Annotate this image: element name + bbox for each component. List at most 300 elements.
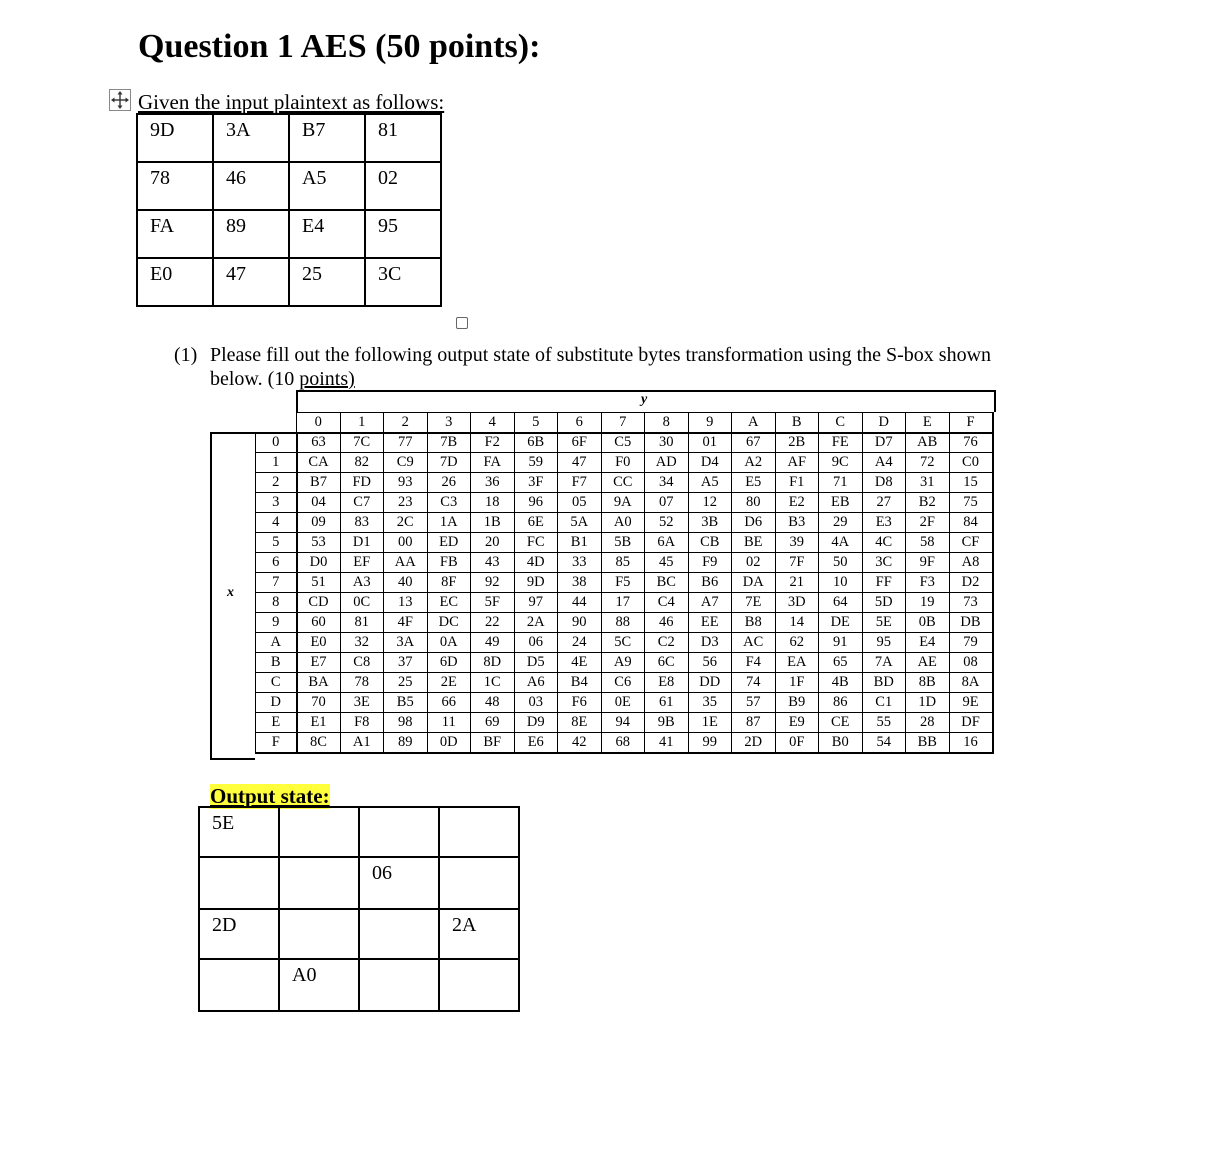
plaintext-cell[interactable]: 78: [137, 162, 213, 210]
sbox-cell: 9F: [906, 553, 950, 573]
sbox-cell: 5B: [601, 533, 645, 553]
sbox-cell: 4D: [514, 553, 558, 573]
table-row: [199, 857, 519, 909]
sbox-cell: 05: [558, 493, 602, 513]
sbox-cell: 9B: [645, 713, 689, 733]
sbox-cell: 4F: [384, 613, 428, 633]
sbox-cell: EC: [427, 593, 471, 613]
sbox-cell: FC: [514, 533, 558, 553]
sbox-cell: 3B: [688, 513, 732, 533]
sbox-cell: 3F: [514, 473, 558, 493]
sbox-cell: A1: [340, 733, 384, 753]
sbox-cell: B7: [297, 473, 341, 493]
sbox-cell: C7: [340, 493, 384, 513]
sbox-row-header: 1: [256, 453, 297, 473]
sbox-row-header: 3: [256, 493, 297, 513]
sbox-cell: 51: [297, 573, 341, 593]
sbox-cell: B2: [906, 493, 950, 513]
sbox-col-header: 7: [601, 413, 645, 433]
output-cell[interactable]: [439, 857, 519, 909]
sbox-cell: CE: [819, 713, 863, 733]
sbox-cell: EF: [340, 553, 384, 573]
sbox-row-header: 4: [256, 513, 297, 533]
sbox-cell: E8: [645, 673, 689, 693]
sbox-cell: D7: [862, 433, 906, 453]
sbox-col-header: 4: [471, 413, 515, 433]
output-cell[interactable]: [439, 959, 519, 1011]
sbox-row: [256, 553, 993, 573]
sbox-cell: C6: [601, 673, 645, 693]
table-move-handle-icon[interactable]: [109, 89, 131, 111]
sbox-cell: B5: [384, 693, 428, 713]
sbox-cell: 00: [384, 533, 428, 553]
table-row: [137, 114, 441, 162]
sbox-cell: 9D: [514, 573, 558, 593]
sbox-cell: DB: [949, 613, 993, 633]
sbox-cell: 8B: [906, 673, 950, 693]
sbox-cell: 2C: [384, 513, 428, 533]
sbox-cell: D5: [514, 653, 558, 673]
sbox-cell: F1: [775, 473, 819, 493]
plaintext-cell[interactable]: 95: [365, 210, 441, 258]
sbox-cell: 1C: [471, 673, 515, 693]
sbox-cell: B9: [775, 693, 819, 713]
sbox-row-header: 8: [256, 593, 297, 613]
sbox-cell: C8: [340, 653, 384, 673]
sbox-cell: CB: [688, 533, 732, 553]
sbox-cell: 57: [732, 693, 776, 713]
sbox-cell: 4B: [819, 673, 863, 693]
sbox-cell: F7: [558, 473, 602, 493]
sbox-cell: 63: [297, 433, 341, 453]
sbox-cell: D2: [949, 573, 993, 593]
sbox-cell: E0: [297, 633, 341, 653]
sbox-cell: 53: [297, 533, 341, 553]
plaintext-cell[interactable]: 47: [213, 258, 289, 306]
sbox-cell: 2D: [732, 733, 776, 753]
sbox-cell: 8A: [949, 673, 993, 693]
sbox-cell: AF: [775, 453, 819, 473]
sbox-row-header: 7: [256, 573, 297, 593]
question-points: points): [299, 368, 355, 390]
sbox-header-row: [256, 413, 993, 433]
sbox-cell: E1: [297, 713, 341, 733]
sbox-cell: DF: [949, 713, 993, 733]
sbox-cell: 94: [601, 713, 645, 733]
sbox-row-header: E: [256, 713, 297, 733]
sbox-cell: 24: [558, 633, 602, 653]
sbox-cell: 14: [775, 613, 819, 633]
sbox-cell: FA: [471, 453, 515, 473]
sbox-cell: CD: [297, 593, 341, 613]
sbox-cell: 1F: [775, 673, 819, 693]
sbox-cell: 0D: [427, 733, 471, 753]
sbox-cell: 47: [558, 453, 602, 473]
sbox-cell: 26: [427, 473, 471, 493]
sbox-row-header: A: [256, 633, 297, 653]
sbox-cell: 65: [819, 653, 863, 673]
plaintext-cell[interactable]: A5: [289, 162, 365, 210]
sbox-cell: FF: [862, 573, 906, 593]
sbox-col-header: 0: [297, 413, 341, 433]
sbox-cell: 60: [297, 613, 341, 633]
plaintext-table: [136, 113, 442, 307]
sbox-cell: 68: [601, 733, 645, 753]
sbox-cell: C0: [949, 453, 993, 473]
sbox-cell: 6B: [514, 433, 558, 453]
sbox-cell: 75: [949, 493, 993, 513]
sbox-cell: 16: [949, 733, 993, 753]
sbox-cell: 5F: [471, 593, 515, 613]
sbox-cell: 10: [819, 573, 863, 593]
sbox-cell: 6F: [558, 433, 602, 453]
sbox-cell: BB: [906, 733, 950, 753]
sbox-cell: 99: [688, 733, 732, 753]
sbox-cell: 56: [688, 653, 732, 673]
sbox-cell: 8D: [471, 653, 515, 673]
sbox-cell: 7E: [732, 593, 776, 613]
sbox-cell: 49: [471, 633, 515, 653]
intro-text: Given the input plaintext as follows:: [138, 90, 445, 114]
plaintext-cell[interactable]: 3A: [213, 114, 289, 162]
sbox-row: [256, 673, 993, 693]
sbox-cell: 89: [384, 733, 428, 753]
plaintext-cell[interactable]: E4: [289, 210, 365, 258]
sbox-cell: 20: [471, 533, 515, 553]
table-row: [199, 807, 519, 857]
sbox-cell: A3: [340, 573, 384, 593]
sbox-row: [256, 633, 993, 653]
sbox-cell: AA: [384, 553, 428, 573]
sbox-cell: 35: [688, 693, 732, 713]
sbox-cell: 8C: [297, 733, 341, 753]
sbox-cell: 77: [384, 433, 428, 453]
sbox-cell: 54: [862, 733, 906, 753]
sbox-cell: 78: [340, 673, 384, 693]
sbox-table: [255, 412, 994, 754]
sbox-cell: C2: [645, 633, 689, 653]
sbox-row: [256, 613, 993, 633]
sbox-cell: DD: [688, 673, 732, 693]
question-text-line2: [210, 367, 1054, 391]
sbox-cell: 7A: [862, 653, 906, 673]
sbox-cell: 80: [732, 493, 776, 513]
sbox-cell: 2B: [775, 433, 819, 453]
question-text-plain: below. (10: [210, 368, 300, 390]
sbox-cell: A9: [601, 653, 645, 673]
sbox-col-header: 1: [340, 413, 384, 433]
sbox-row-header: 6: [256, 553, 297, 573]
sbox-col-header: 9: [688, 413, 732, 433]
sbox-cell: 6C: [645, 653, 689, 673]
plaintext-cell[interactable]: 3C: [365, 258, 441, 306]
output-cell[interactable]: [279, 909, 359, 959]
sbox-cell: 71: [819, 473, 863, 493]
sbox-cell: 2F: [906, 513, 950, 533]
output-cell[interactable]: [279, 857, 359, 909]
sbox-cell: F4: [732, 653, 776, 673]
sbox-cell: 66: [427, 693, 471, 713]
output-cell[interactable]: [199, 857, 279, 909]
sbox-cell: 86: [819, 693, 863, 713]
sbox-cell: CA: [297, 453, 341, 473]
sbox-col-header: 5: [514, 413, 558, 433]
output-cell[interactable]: [199, 959, 279, 1011]
sbox-cell: E2: [775, 493, 819, 513]
sbox-cell: 5E: [862, 613, 906, 633]
sbox-cell: A6: [514, 673, 558, 693]
sbox-cell: 9A: [601, 493, 645, 513]
sbox-cell: 4E: [558, 653, 602, 673]
sbox-cell: 87: [732, 713, 776, 733]
sbox-cell: 6A: [645, 533, 689, 553]
plaintext-cell[interactable]: 25: [289, 258, 365, 306]
sbox-cell: 8E: [558, 713, 602, 733]
output-cell[interactable]: 06: [359, 857, 439, 909]
question-number: (1): [174, 344, 198, 366]
sbox-cell: 08: [949, 653, 993, 673]
sbox-cell: BF: [471, 733, 515, 753]
output-cell[interactable]: [359, 807, 439, 857]
sbox-col-header: 6: [558, 413, 602, 433]
sbox-cell: 7C: [340, 433, 384, 453]
table-row: [137, 162, 441, 210]
sbox-cell: 04: [297, 493, 341, 513]
sbox-cell: F9: [688, 553, 732, 573]
sbox-cell: 76: [949, 433, 993, 453]
sbox-cell: 1D: [906, 693, 950, 713]
plaintext-cell[interactable]: 02: [365, 162, 441, 210]
sbox-col-header: C: [819, 413, 863, 433]
sbox-cell: 83: [340, 513, 384, 533]
sbox-cell: C3: [427, 493, 471, 513]
output-cell[interactable]: 2D: [199, 909, 279, 959]
sbox-cell: 0E: [601, 693, 645, 713]
sbox-cell: 84: [949, 513, 993, 533]
sbox-row: [256, 453, 993, 473]
sbox-cell: 40: [384, 573, 428, 593]
sbox-cell: BE: [732, 533, 776, 553]
sbox-cell: 02: [732, 553, 776, 573]
output-cell[interactable]: [359, 909, 439, 959]
output-cell[interactable]: [359, 959, 439, 1011]
sbox-cell: 5D: [862, 593, 906, 613]
plaintext-cell[interactable]: B7: [289, 114, 365, 162]
sbox-cell: AC: [732, 633, 776, 653]
sbox-cell: 46: [645, 613, 689, 633]
sbox-cell: 72: [906, 453, 950, 473]
sbox-cell: BD: [862, 673, 906, 693]
sbox-cell: 21: [775, 573, 819, 593]
sbox-cell: 44: [558, 593, 602, 613]
sbox-cell: DA: [732, 573, 776, 593]
sbox-cell: D6: [732, 513, 776, 533]
sbox-cell: AE: [906, 653, 950, 673]
sbox-cell: C4: [645, 593, 689, 613]
sbox-cell: 43: [471, 553, 515, 573]
sbox-cell: 7D: [427, 453, 471, 473]
sbox-row: [256, 433, 993, 453]
table-row: [137, 258, 441, 306]
sbox-cell: B4: [558, 673, 602, 693]
sbox-cell: 74: [732, 673, 776, 693]
sbox-cell: 98: [384, 713, 428, 733]
sbox-cell: DC: [427, 613, 471, 633]
sbox-col-header: 8: [645, 413, 689, 433]
sbox-cell: 96: [514, 493, 558, 513]
sbox-cell: FB: [427, 553, 471, 573]
sbox-cell: E7: [297, 653, 341, 673]
sbox-col-header: F: [949, 413, 993, 433]
sbox-cell: 1A: [427, 513, 471, 533]
sbox-cell: A2: [732, 453, 776, 473]
sbox-row: [256, 513, 993, 533]
sbox-cell: 90: [558, 613, 602, 633]
sbox-cell: A5: [688, 473, 732, 493]
sbox-cell: 88: [601, 613, 645, 633]
sbox-cell: B1: [558, 533, 602, 553]
plaintext-cell[interactable]: 9D: [137, 114, 213, 162]
sbox-cell: 36: [471, 473, 515, 493]
sbox-row: [256, 653, 993, 673]
sbox-cell: 34: [645, 473, 689, 493]
output-cell[interactable]: 5E: [199, 807, 279, 857]
sbox-cell: B0: [819, 733, 863, 753]
sbox-cell: D1: [340, 533, 384, 553]
sbox-cell: DE: [819, 613, 863, 633]
output-cell[interactable]: [439, 807, 519, 857]
plaintext-cell[interactable]: 89: [213, 210, 289, 258]
sbox-cell: 0C: [340, 593, 384, 613]
plaintext-cell[interactable]: FA: [137, 210, 213, 258]
sbox-cell: 45: [645, 553, 689, 573]
sbox-col-header: A: [732, 413, 776, 433]
sbox-cell: 79: [949, 633, 993, 653]
output-cell[interactable]: [279, 807, 359, 857]
sbox-cell: 95: [862, 633, 906, 653]
sbox-row-header: C: [256, 673, 297, 693]
sbox-cell: 28: [906, 713, 950, 733]
sbox-cell: 0F: [775, 733, 819, 753]
sbox-cell: 33: [558, 553, 602, 573]
sbox-cell: F5: [601, 573, 645, 593]
sbox-cell: ED: [427, 533, 471, 553]
sbox-cell: A8: [949, 553, 993, 573]
sbox-cell: 97: [514, 593, 558, 613]
sbox-cell: 8F: [427, 573, 471, 593]
output-cell[interactable]: A0: [279, 959, 359, 1011]
sbox-cell: 58: [906, 533, 950, 553]
table-row: [199, 909, 519, 959]
sbox-cell: 3A: [384, 633, 428, 653]
sbox-cell: 31: [906, 473, 950, 493]
sbox-cell: 27: [862, 493, 906, 513]
sbox-cell: 38: [558, 573, 602, 593]
sbox-cell: 67: [732, 433, 776, 453]
table-resize-handle[interactable]: [456, 317, 468, 329]
plaintext-cell[interactable]: E0: [137, 258, 213, 306]
sbox-cell: 64: [819, 593, 863, 613]
sbox-row-header: 9: [256, 613, 297, 633]
sbox-cell: E9: [775, 713, 819, 733]
table-row: [137, 210, 441, 258]
sbox-cell: 2A: [514, 613, 558, 633]
sbox-cell: 69: [471, 713, 515, 733]
sbox-cell: 30: [645, 433, 689, 453]
sbox-cell: 93: [384, 473, 428, 493]
page-title: Question 1 AES (50 points):: [138, 28, 541, 65]
sbox-cell: 32: [340, 633, 384, 653]
sbox-cell: 3C: [862, 553, 906, 573]
sbox-cell: 1E: [688, 713, 732, 733]
sbox-cell: 4C: [862, 533, 906, 553]
sbox-cell: 92: [471, 573, 515, 593]
sbox-y-label: y: [641, 392, 648, 407]
sbox-cell: EB: [819, 493, 863, 513]
sbox-cell: 13: [384, 593, 428, 613]
sbox-cell: 55: [862, 713, 906, 733]
sbox-cell: 07: [645, 493, 689, 513]
sbox-cell: 0A: [427, 633, 471, 653]
sbox-cell: 1B: [471, 513, 515, 533]
output-state-label: Output state:: [210, 784, 330, 808]
sbox-cell: 81: [340, 613, 384, 633]
sbox-row: [256, 733, 993, 753]
sbox-cell: E5: [732, 473, 776, 493]
sbox-row-header: 5: [256, 533, 297, 553]
sbox-cell: 22: [471, 613, 515, 633]
sbox-cell: BC: [645, 573, 689, 593]
sbox-cell: EA: [775, 653, 819, 673]
sbox-cell: 7F: [775, 553, 819, 573]
sbox-cell: F6: [558, 693, 602, 713]
sbox-col-header: 2: [384, 413, 428, 433]
sbox-cell: D8: [862, 473, 906, 493]
sbox-cell: E6: [514, 733, 558, 753]
sbox-row: [256, 493, 993, 513]
sbox-cell: D3: [688, 633, 732, 653]
sbox-cell: 82: [340, 453, 384, 473]
sbox-cell: 4A: [819, 533, 863, 553]
sbox-cell: 62: [775, 633, 819, 653]
plaintext-cell[interactable]: 46: [213, 162, 289, 210]
sbox-cell: 37: [384, 653, 428, 673]
sbox-cell: 25: [384, 673, 428, 693]
plaintext-cell[interactable]: 81: [365, 114, 441, 162]
sbox-cell: C5: [601, 433, 645, 453]
sbox-cell: 73: [949, 593, 993, 613]
sbox-cell: 48: [471, 693, 515, 713]
sbox-row: [256, 593, 993, 613]
sbox-cell: F8: [340, 713, 384, 733]
sbox-cell: E3: [862, 513, 906, 533]
sbox-cell: B3: [775, 513, 819, 533]
sbox-cell: 3D: [775, 593, 819, 613]
sbox-col-header: D: [862, 413, 906, 433]
sbox-cell: AD: [645, 453, 689, 473]
sbox-row-header: D: [256, 693, 297, 713]
sbox-corner: [256, 413, 297, 433]
question-text-line1: Please fill out the following output state of substitute bytes transformation using the S-box shown: [210, 344, 992, 366]
sbox-cell: 17: [601, 593, 645, 613]
sbox-cell: FD: [340, 473, 384, 493]
sbox-cell: 6E: [514, 513, 558, 533]
sbox-cell: A7: [688, 593, 732, 613]
sbox-cell: 3E: [340, 693, 384, 713]
output-cell[interactable]: 2A: [439, 909, 519, 959]
sbox-x-label: x: [227, 585, 234, 600]
sbox-row-header: F: [256, 733, 297, 753]
